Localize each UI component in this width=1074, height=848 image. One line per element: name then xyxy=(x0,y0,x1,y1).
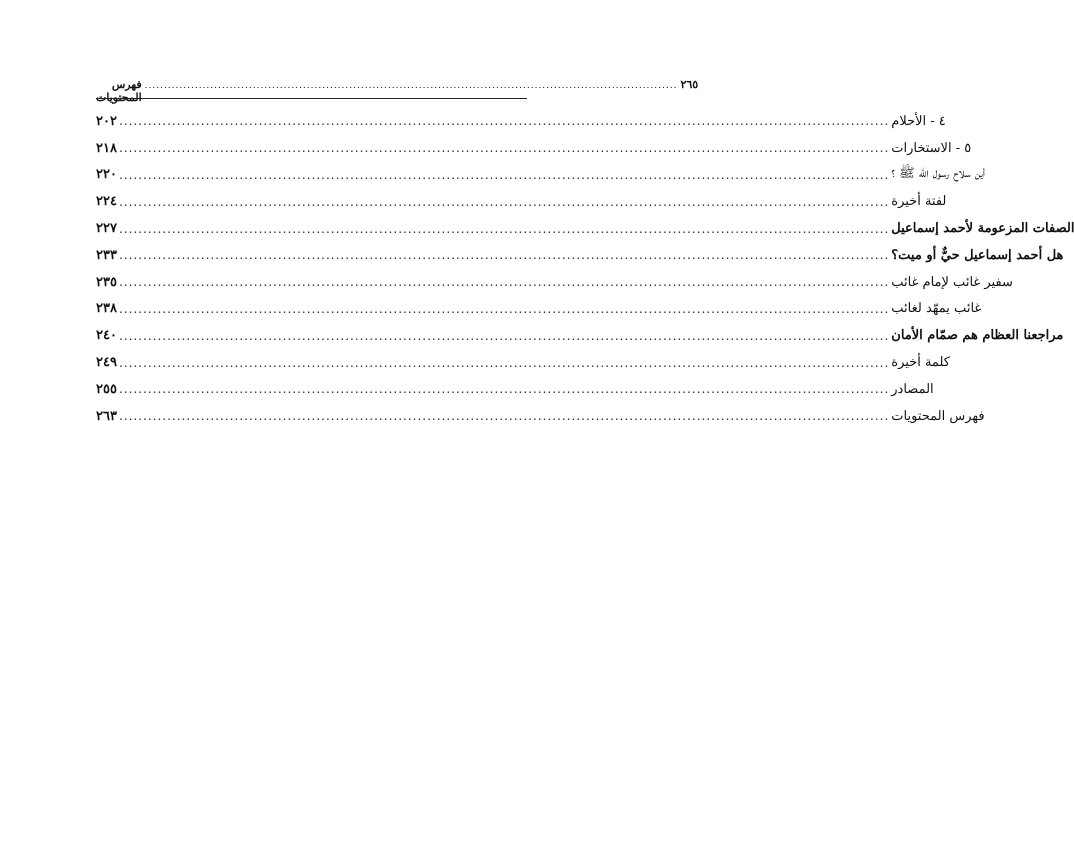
table-of-contents xyxy=(96,108,1074,430)
toc-page-number: ٢٢٠ xyxy=(96,167,117,183)
toc-entry[interactable] xyxy=(96,403,985,430)
toc-dot-leader: ................................................................................................................................................................ xyxy=(118,409,890,424)
toc-dot-leader: ................................................................................................................................................................ xyxy=(118,141,890,156)
running-header xyxy=(96,78,699,104)
toc-entry[interactable] xyxy=(96,349,950,376)
running-header-title: فهرس المحتويات xyxy=(96,78,142,104)
toc-entry[interactable] xyxy=(96,162,985,189)
running-header-page-number: ٢٦٥ xyxy=(680,78,699,91)
toc-page-number: ٢٢٤ xyxy=(96,194,117,210)
toc-page-number: ٢٦٣ xyxy=(96,408,117,424)
toc-dot-leader: ................................................................................................................................................................ xyxy=(118,382,890,397)
toc-entry[interactable] xyxy=(96,322,1064,349)
toc-dot-leader: ................................................................................................................................................................ xyxy=(118,221,890,236)
toc-entry-title: فهرس المحتويات xyxy=(891,408,985,424)
toc-dot-leader: ................................................................................................................................................................ xyxy=(118,328,890,343)
header-rule xyxy=(96,98,527,99)
toc-page-number: ٢٤٩ xyxy=(96,355,117,371)
toc-page-number: ٢١٨ xyxy=(96,140,117,156)
toc-page-number: ٢٣٣ xyxy=(96,247,117,263)
toc-entry-title: المصادر xyxy=(891,381,934,397)
toc-page-number: ٢٢٧ xyxy=(96,221,117,237)
toc-entry-title: ٤ - الأحلام xyxy=(891,113,946,129)
toc-entry[interactable] xyxy=(96,376,934,403)
toc-dot-leader: ................................................................................................................................................................ xyxy=(118,301,890,316)
toc-entry[interactable] xyxy=(96,296,982,323)
toc-entry-title: أين سلاح رسول الله ﷺ ؟ xyxy=(891,166,985,182)
toc-page-number: ٢٣٨ xyxy=(96,301,117,317)
toc-entry-title: كلمة أخيرة xyxy=(891,355,950,371)
toc-entry[interactable] xyxy=(96,242,1064,269)
toc-entry[interactable] xyxy=(96,135,972,162)
toc-dot-leader: ................................................................................................................................................................ xyxy=(118,248,890,263)
toc-dot-leader: ................................................................................................................................................................ xyxy=(118,194,890,209)
toc-entry-title: ٥ - الاستخارات xyxy=(891,140,972,156)
toc-entry[interactable] xyxy=(96,188,947,215)
toc-entry-title: هل أحمد إسماعيل حيٌّ أو ميت؟ xyxy=(891,247,1064,263)
toc-entry[interactable] xyxy=(96,215,1074,242)
toc-dot-leader: ................................................................................................................................................................ xyxy=(118,355,890,370)
toc-page-number: ٢٤٠ xyxy=(96,328,117,344)
toc-entry[interactable] xyxy=(96,269,1013,296)
toc-entry-title: سفير غائب لإمام غائب xyxy=(891,274,1013,290)
toc-dot-leader: ................................................................................................................................................................ xyxy=(118,167,890,182)
toc-page-number: ٢٥٥ xyxy=(96,381,117,397)
toc-dot-leader: ................................................................................................................................................................ xyxy=(118,275,890,290)
toc-entry-title: لفتة أخيرة xyxy=(891,194,947,210)
toc-entry-title: مراجعنا العظام هم صمّام الأمان xyxy=(891,328,1064,344)
toc-dot-leader: ................................................................................................................................................................ xyxy=(118,114,890,129)
toc-page-number: ٢٠٢ xyxy=(96,113,117,129)
toc-page-number: ٢٣٥ xyxy=(96,274,117,290)
toc-entry-title: الصفات المزعومة لأحمد إسماعيل xyxy=(891,221,1074,237)
toc-entry[interactable] xyxy=(96,108,946,135)
toc-entry-title: غائب يمهّد لغائب xyxy=(891,301,982,317)
running-header-leader: .......................................................................................................................................... xyxy=(144,81,678,91)
